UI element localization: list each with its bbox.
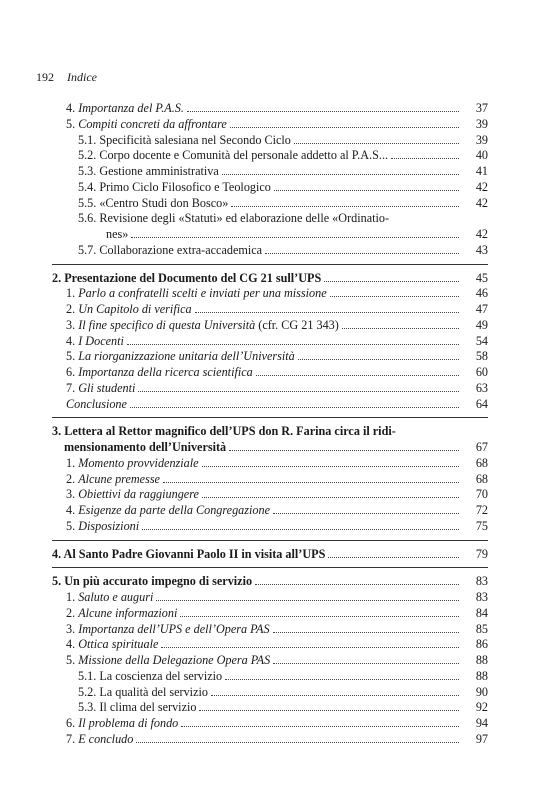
entry-suffix: (cfr. CG 21 343) xyxy=(255,317,339,332)
toc-row xyxy=(52,180,488,196)
entry-text: «Centro Studi don Bosco» xyxy=(99,195,229,210)
entry-title xyxy=(52,101,184,117)
toc-entry xyxy=(52,180,488,196)
toc-entry xyxy=(52,101,488,117)
entry-page: 46 xyxy=(475,286,488,301)
toc-row xyxy=(52,349,488,365)
toc-entry xyxy=(52,637,488,653)
dot-leader xyxy=(163,472,459,483)
entry-title xyxy=(52,653,270,669)
entry-title xyxy=(52,148,388,164)
entry-title xyxy=(52,606,177,622)
entry-page: 43 xyxy=(475,242,488,257)
entry-title xyxy=(52,472,160,488)
entry-text: Revisione degli «Statuti» ed elaborazione delle «Ordinatio- xyxy=(99,211,390,226)
toc-entry xyxy=(52,117,488,133)
section-divider xyxy=(52,417,488,418)
entry-text: Al Santo Padre Giovanni Paolo II in visita all’UPS xyxy=(63,546,326,561)
entry-number: 7. xyxy=(66,731,79,746)
entry-number: 5.3. xyxy=(78,700,100,715)
toc-row xyxy=(52,456,488,472)
dot-leader xyxy=(138,381,459,392)
page-number: 192 xyxy=(36,70,54,84)
entry-title xyxy=(52,547,325,563)
entry-page: 64 xyxy=(475,396,488,411)
entry-page: 88 xyxy=(475,653,488,667)
entry-text: Momento provvidenziale xyxy=(78,455,199,470)
entry-page: 94 xyxy=(475,716,488,730)
dot-leader xyxy=(391,148,459,159)
toc-entry xyxy=(52,732,488,748)
entry-title xyxy=(52,302,192,318)
entry-number: 5.2. xyxy=(78,148,100,163)
entry-page: 37 xyxy=(475,101,488,115)
entry-text: La coscienza del servizio xyxy=(99,668,223,683)
dot-leader xyxy=(294,133,459,144)
entry-title xyxy=(52,133,291,149)
entry-text: Un più accurato impegno di servizio xyxy=(64,574,253,589)
toc-row xyxy=(52,487,488,503)
entry-text: Importanza dell’UPS e dell’Opera PAS xyxy=(78,621,270,636)
entry-page: 60 xyxy=(475,365,488,379)
entry-number: 5. xyxy=(66,116,79,131)
dot-leader xyxy=(130,397,459,408)
entry-title xyxy=(52,503,270,519)
toc-row xyxy=(52,547,488,563)
entry-text: Alcune premesse xyxy=(78,471,160,486)
dot-leader xyxy=(328,547,459,558)
entry-text: Gestione amministrativa xyxy=(99,164,219,178)
toc-entry xyxy=(52,302,488,318)
toc-row xyxy=(52,243,488,259)
toc-row xyxy=(52,397,488,413)
toc-chapter xyxy=(52,424,488,456)
dot-leader xyxy=(273,503,459,514)
entry-number: 3. xyxy=(66,621,79,636)
entry-title xyxy=(52,243,262,259)
toc-row xyxy=(52,196,488,212)
entry-text: Importanza del P.A.S. xyxy=(78,101,184,115)
toc-row xyxy=(52,519,488,535)
entry-number: 2. xyxy=(52,270,65,285)
entry-number: 5. xyxy=(52,574,65,589)
toc-entry xyxy=(52,590,488,606)
entry-title xyxy=(52,622,270,638)
toc-row xyxy=(52,318,488,334)
toc-entry xyxy=(52,685,488,701)
entry-text: Obiettivi da raggiungere xyxy=(78,487,199,502)
toc-entry xyxy=(52,669,488,685)
entry-page: 83 xyxy=(475,574,488,589)
entry-number: 5.6. xyxy=(78,211,100,226)
entry-page: 41 xyxy=(475,164,488,178)
dot-leader xyxy=(231,196,459,207)
dot-leader xyxy=(273,622,459,633)
entry-title xyxy=(52,211,389,227)
toc-row xyxy=(52,669,488,685)
entry-page: 40 xyxy=(475,148,488,163)
entry-number: 1. xyxy=(66,590,79,604)
section-divider xyxy=(52,264,488,265)
entry-text: La qualità del servizio xyxy=(99,684,208,699)
toc-entry xyxy=(52,211,488,243)
entry-number: 2. xyxy=(66,605,79,620)
entry-page: 72 xyxy=(475,503,488,517)
toc-row xyxy=(52,472,488,488)
dot-leader xyxy=(127,334,459,345)
toc-row xyxy=(52,302,488,318)
toc-entry xyxy=(52,653,488,669)
entry-title xyxy=(52,716,178,732)
entry-number: 1. xyxy=(66,455,79,470)
entry-number: 3. xyxy=(66,487,79,502)
entry-title xyxy=(52,381,135,397)
entry-page: 67 xyxy=(475,440,488,454)
toc-entry xyxy=(52,243,488,259)
dot-leader xyxy=(222,164,459,175)
entry-title xyxy=(52,669,222,685)
entry-text: Disposizioni xyxy=(78,518,140,533)
entry-page: 86 xyxy=(475,637,488,652)
dot-leader xyxy=(211,685,459,696)
toc-entry xyxy=(52,700,488,716)
entry-page: 97 xyxy=(475,731,488,746)
entry-title xyxy=(52,574,252,590)
entry-page: 42 xyxy=(475,179,488,194)
toc-entry xyxy=(52,397,488,413)
entry-page: 58 xyxy=(475,349,488,364)
entry-title xyxy=(52,685,208,701)
dot-leader xyxy=(230,117,459,128)
entry-text: Un Capitolo di verifica xyxy=(78,302,192,316)
toc-row xyxy=(52,148,488,164)
entry-title xyxy=(52,271,321,287)
entry-number: 5. xyxy=(66,349,79,364)
dot-leader xyxy=(229,440,459,451)
dot-leader xyxy=(180,606,459,617)
toc-row xyxy=(52,716,488,732)
entry-number: 4. xyxy=(66,101,79,115)
toc-entry xyxy=(52,519,488,535)
entry-page: 70 xyxy=(475,487,488,502)
entry-text: La riorganizzazione unitaria dell’Università xyxy=(78,349,295,364)
entry-title xyxy=(52,196,228,212)
toc-entry xyxy=(52,286,488,302)
entry-number: 5. xyxy=(66,518,79,533)
toc-entry xyxy=(52,349,488,365)
toc-row xyxy=(52,574,488,590)
toc-entry xyxy=(52,334,488,350)
entry-number: 3. xyxy=(66,317,79,332)
toc-entry xyxy=(52,133,488,149)
toc-row xyxy=(52,606,488,622)
section-divider xyxy=(52,540,488,541)
entry-page: 92 xyxy=(475,700,488,715)
entry-number: 5.4. xyxy=(78,179,100,194)
toc-row xyxy=(52,117,488,133)
entry-page: 83 xyxy=(475,590,488,604)
toc-row xyxy=(52,133,488,149)
entry-number: 5.5. xyxy=(78,195,100,210)
entry-text: Compiti concreti da affrontare xyxy=(78,116,227,131)
entry-text: Collaborazione extra-accademica xyxy=(99,242,263,257)
toc-entry xyxy=(52,365,488,381)
entry-title xyxy=(52,397,127,413)
dot-leader xyxy=(324,271,459,282)
entry-page: 79 xyxy=(475,546,488,561)
dot-leader xyxy=(199,700,459,711)
entry-title xyxy=(52,318,339,334)
entry-number: 1. xyxy=(66,286,79,301)
entry-title xyxy=(52,334,124,350)
entry-text: Alcune informazioni xyxy=(78,605,178,620)
entry-text: Importanza della ricerca scientifica xyxy=(78,365,253,379)
entry-text: Presentazione del Documento del CG 21 sull’UPS xyxy=(64,270,322,285)
dot-leader xyxy=(181,716,459,727)
entry-number: 5.7. xyxy=(78,242,100,257)
toc-row xyxy=(52,101,488,117)
entry-title xyxy=(52,590,153,606)
entry-page: 84 xyxy=(475,605,488,620)
toc-row xyxy=(52,286,488,302)
toc-entry xyxy=(52,622,488,638)
toc-chapter xyxy=(52,271,488,287)
dot-leader xyxy=(265,243,459,254)
entry-text: Lettera al Rettor magnifico dell’UPS don R. Farina circa il ridi- xyxy=(64,424,396,439)
dot-leader xyxy=(161,637,459,648)
dot-leader xyxy=(202,487,459,498)
toc-row xyxy=(52,381,488,397)
entry-title xyxy=(52,700,196,716)
toc-row xyxy=(52,271,488,287)
entry-number: 2. xyxy=(66,471,79,486)
dot-leader xyxy=(142,519,459,530)
toc-row xyxy=(52,700,488,716)
toc-row-continued xyxy=(52,227,488,243)
dot-leader xyxy=(131,227,459,238)
entry-text: Missione della Delegazione Opera PAS xyxy=(78,653,271,667)
entry-number: 4. xyxy=(52,546,64,561)
entry-page: 85 xyxy=(475,621,488,636)
entry-text: Esigenze da parte della Congregazione xyxy=(78,503,271,517)
entry-text: Il problema di fondo xyxy=(78,716,179,730)
entry-title xyxy=(52,180,271,196)
dot-leader xyxy=(187,101,459,112)
entry-title xyxy=(52,365,253,381)
entry-title xyxy=(52,487,199,503)
entry-number: 5.1. xyxy=(78,132,100,147)
entry-number: 5.1. xyxy=(78,668,100,683)
dot-leader xyxy=(255,574,459,585)
toc-entry xyxy=(52,472,488,488)
entry-number: 4. xyxy=(66,333,79,348)
entry-title xyxy=(52,732,133,748)
entry-text: I Docenti xyxy=(78,333,124,348)
toc-chapter xyxy=(52,574,488,590)
entry-page: 42 xyxy=(475,227,488,241)
toc-row xyxy=(52,503,488,519)
table-of-contents xyxy=(52,101,488,748)
toc-entry xyxy=(52,716,488,732)
toc-row xyxy=(52,590,488,606)
toc-entry xyxy=(52,456,488,472)
toc-row xyxy=(52,424,488,440)
dot-leader xyxy=(298,349,459,360)
entry-text: Specificità salesiana nel Secondo Ciclo xyxy=(99,132,291,147)
entry-title xyxy=(52,286,327,302)
dot-leader xyxy=(136,732,459,743)
section-divider xyxy=(52,567,488,568)
toc-row xyxy=(52,164,488,180)
entry-title xyxy=(52,117,227,133)
entry-text: Il fine specifico di questa Università xyxy=(78,317,256,332)
entry-text: E concludo xyxy=(78,731,134,746)
entry-number: 4. xyxy=(66,637,79,652)
toc-entry xyxy=(52,487,488,503)
toc-row xyxy=(52,637,488,653)
entry-title xyxy=(52,424,396,440)
entry-title xyxy=(52,456,199,472)
toc-entry xyxy=(52,196,488,212)
entry-page: 54 xyxy=(475,333,488,348)
toc-row xyxy=(52,685,488,701)
dot-leader xyxy=(195,302,459,313)
section-title: Indice xyxy=(67,70,97,84)
entry-text: Corpo docente e Comunità del personale addetto al P.A.S... xyxy=(99,148,389,163)
dot-leader xyxy=(225,669,459,680)
dot-leader xyxy=(342,318,459,329)
entry-text: Conclusione xyxy=(66,396,127,411)
toc-entry xyxy=(52,164,488,180)
toc-row xyxy=(52,334,488,350)
entry-page: 75 xyxy=(475,518,488,533)
entry-number: 6. xyxy=(66,365,79,379)
entry-page: 39 xyxy=(475,132,488,147)
toc-row-continued xyxy=(52,440,488,456)
entry-title xyxy=(52,519,139,535)
entry-text-continued: mensionamento dell’Università xyxy=(64,440,227,454)
toc-entry xyxy=(52,148,488,164)
entry-number: 7. xyxy=(66,380,79,395)
toc-row xyxy=(52,365,488,381)
entry-text-continued: nes» xyxy=(106,227,129,241)
entry-title xyxy=(52,164,219,180)
entry-page: 45 xyxy=(475,270,488,285)
dot-leader xyxy=(330,286,459,297)
entry-page: 49 xyxy=(475,317,488,332)
entry-text: Ottica spirituale xyxy=(78,637,159,652)
entry-page: 88 xyxy=(475,668,488,683)
entry-text: Primo Ciclo Filosofico e Teologico xyxy=(99,179,271,194)
dot-leader xyxy=(256,365,459,376)
entry-number: 3. xyxy=(52,424,65,439)
entry-page: 90 xyxy=(475,684,488,699)
toc-row xyxy=(52,622,488,638)
entry-number: 2. xyxy=(66,302,79,316)
dot-leader xyxy=(202,456,459,467)
entry-number: 5.3. xyxy=(78,164,100,178)
entry-page: 68 xyxy=(475,471,488,486)
entry-text: Parlo a confratelli scelti e inviati per una missione xyxy=(78,286,327,301)
entry-text: Gli studenti xyxy=(78,380,136,395)
entry-page: 68 xyxy=(475,455,488,470)
toc-row xyxy=(52,732,488,748)
entry-title xyxy=(52,637,158,653)
toc-entry xyxy=(52,503,488,519)
entry-number: 6. xyxy=(66,716,79,730)
entry-page: 47 xyxy=(475,302,488,316)
entry-title xyxy=(52,349,295,365)
running-head xyxy=(36,70,97,85)
entry-number: 5.2. xyxy=(78,684,100,699)
dot-leader xyxy=(156,590,459,601)
entry-text: Il clima del servizio xyxy=(99,700,197,715)
entry-page: 42 xyxy=(475,195,488,210)
toc-row xyxy=(52,211,488,227)
toc-entry xyxy=(52,606,488,622)
toc-entry xyxy=(52,318,488,334)
entry-number: 5. xyxy=(66,653,79,667)
entry-page: 39 xyxy=(475,116,488,131)
dot-leader xyxy=(273,653,459,664)
toc-row xyxy=(52,653,488,669)
toc-chapter xyxy=(52,547,488,563)
dot-leader xyxy=(274,180,459,191)
entry-number: 4. xyxy=(66,503,79,517)
toc-entry xyxy=(52,381,488,397)
entry-page: 63 xyxy=(475,380,488,395)
entry-text: Saluto e auguri xyxy=(78,590,154,604)
